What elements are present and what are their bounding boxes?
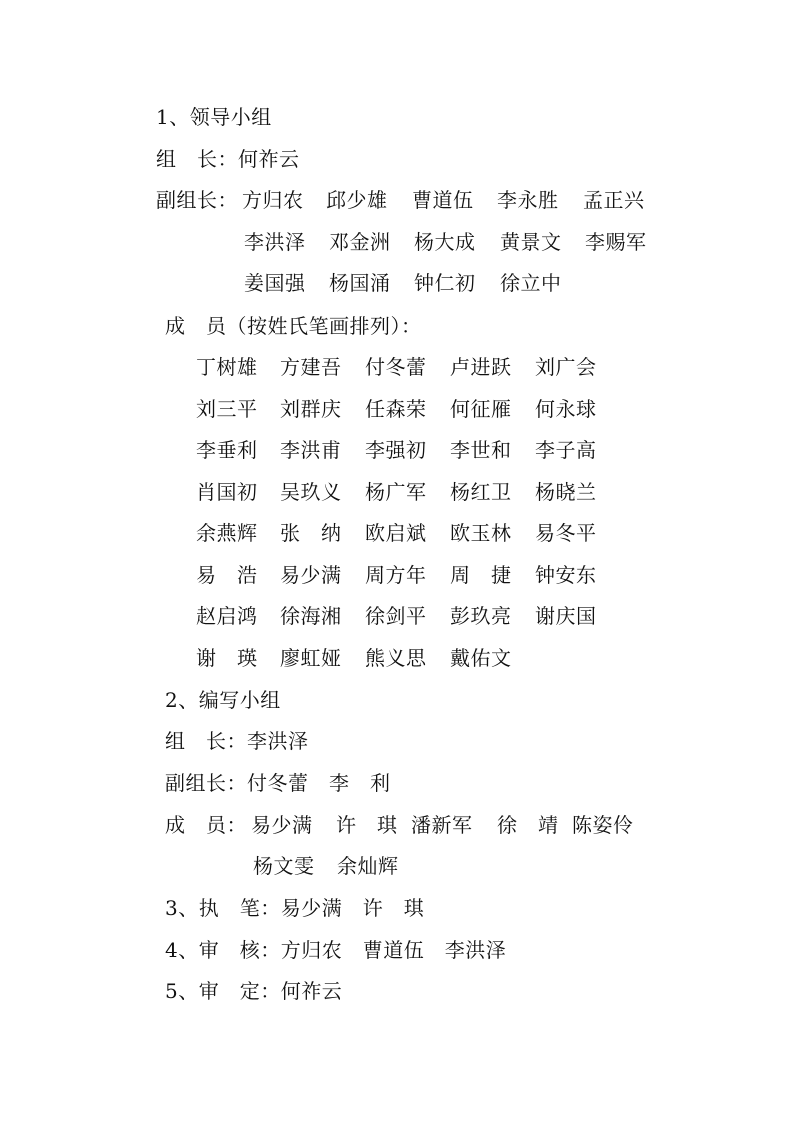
deputy-name: 曹道伍 xyxy=(412,188,474,212)
member-name: 徐海湘 xyxy=(280,604,342,628)
writer-row xyxy=(165,895,424,921)
member-name: 谢庆国 xyxy=(535,604,597,628)
writer-names: 易少满 许 琪 xyxy=(280,896,425,920)
approval-row xyxy=(165,978,342,1004)
writer-label: 3、执 笔： xyxy=(165,896,281,920)
review-label: 4、审 核： xyxy=(165,938,281,962)
deputies-row-3 xyxy=(244,270,584,296)
members-row-5 xyxy=(196,520,616,546)
member-name: 卢进跃 xyxy=(450,355,512,379)
member-name: 吴玖义 xyxy=(280,480,342,504)
deputy-name: 方归农 xyxy=(242,188,304,212)
member-name: 赵启鸿 xyxy=(196,604,258,628)
members-row-4 xyxy=(196,479,616,505)
member-name: 余燕辉 xyxy=(196,521,258,545)
review-row xyxy=(165,937,506,963)
deputy-name: 杨国涌 xyxy=(329,271,391,295)
member-name: 李垂利 xyxy=(196,438,258,462)
writing-leader-row xyxy=(165,728,309,754)
member-name: 何永球 xyxy=(535,397,597,421)
member-name: 李强初 xyxy=(365,438,427,462)
deputy-name: 黄景文 xyxy=(500,230,562,254)
member-name: 易冬平 xyxy=(535,521,597,545)
writing-member-name: 徐 靖 xyxy=(497,813,559,837)
member-name: 戴佑文 xyxy=(450,646,512,670)
writing-member-name: 杨文雯 xyxy=(253,854,315,878)
member-name: 付冬蕾 xyxy=(365,355,427,379)
deputy-name: 李赐军 xyxy=(585,230,647,254)
approval-label: 5、审 定： xyxy=(165,979,281,1003)
deputy-name: 邱少雄 xyxy=(326,188,388,212)
member-name: 熊义思 xyxy=(365,646,427,670)
leadership-heading: 1、领导小组 xyxy=(156,105,272,129)
writing-member-name: 陈姿伶 xyxy=(572,813,634,837)
writing-member-name: 易少满 xyxy=(251,813,313,837)
member-name: 刘广会 xyxy=(535,355,597,379)
member-name: 廖虹娅 xyxy=(280,646,342,670)
writing-deputy-label: 副组长： xyxy=(165,771,247,795)
writing-members-label: 成 员： xyxy=(165,813,247,837)
members-row-8 xyxy=(196,645,536,671)
member-name: 周 捷 xyxy=(450,563,512,587)
member-name: 丁树雄 xyxy=(196,355,258,379)
writing-deputy-names: 付冬蕾 李 利 xyxy=(247,771,391,795)
deputy-name: 钟仁初 xyxy=(414,271,476,295)
member-name: 欧启斌 xyxy=(365,521,427,545)
members-row-3 xyxy=(196,437,616,463)
writing-member-name: 许 琪 xyxy=(336,813,398,837)
member-name: 刘三平 xyxy=(196,397,258,421)
review-names: 方归农 曹道伍 李洪泽 xyxy=(280,938,507,962)
writing-members-row-1 xyxy=(251,812,651,838)
member-name: 杨红卫 xyxy=(450,480,512,504)
members-row-7 xyxy=(196,603,616,629)
member-name: 杨广军 xyxy=(365,480,427,504)
leadership-leader-row xyxy=(156,146,300,172)
deputy-name: 徐立中 xyxy=(500,271,562,295)
deputy-name: 孟正兴 xyxy=(583,188,645,212)
member-name: 李世和 xyxy=(450,438,512,462)
writing-heading: 2、编写小组 xyxy=(165,688,281,712)
member-name: 彭玖亮 xyxy=(450,604,512,628)
members-row-6 xyxy=(196,562,616,588)
deputies-row-2 xyxy=(244,229,664,255)
deputy-name: 姜国强 xyxy=(244,271,306,295)
writing-leader-label: 组 长： xyxy=(165,729,247,753)
member-name: 欧玉林 xyxy=(450,521,512,545)
member-name: 易少满 xyxy=(280,563,342,587)
member-name: 肖国初 xyxy=(196,480,258,504)
deputy-name: 李洪泽 xyxy=(244,230,306,254)
member-name: 李子高 xyxy=(535,438,597,462)
leadership-deputy-label: 副组长： xyxy=(156,188,238,212)
writing-member-name: 余灿辉 xyxy=(337,854,399,878)
writing-deputy-row xyxy=(165,770,391,796)
member-name: 杨晓兰 xyxy=(535,480,597,504)
deputy-name: 李永胜 xyxy=(497,188,559,212)
member-name: 李洪甫 xyxy=(280,438,342,462)
leader-name: 何祚云 xyxy=(238,147,300,171)
deputy-name: 邓金洲 xyxy=(329,230,391,254)
member-name: 何征雁 xyxy=(450,397,512,421)
approval-names: 何祚云 xyxy=(280,979,343,1003)
writing-member-name: 潘新军 xyxy=(411,813,473,837)
member-name: 张 纳 xyxy=(280,521,342,545)
deputy-name: 杨大成 xyxy=(414,230,476,254)
leader-label: 组 长： xyxy=(156,147,238,171)
member-name: 刘群庆 xyxy=(280,397,342,421)
member-name: 任森荣 xyxy=(365,397,427,421)
member-name: 钟安东 xyxy=(535,563,597,587)
member-name: 周方年 xyxy=(365,563,427,587)
writing-leader-name: 李洪泽 xyxy=(247,729,309,753)
member-name: 徐剑平 xyxy=(365,604,427,628)
member-name: 方建吾 xyxy=(280,355,342,379)
members-label: 成 员（按姓氏笔画排列）： xyxy=(165,314,422,338)
members-row-1 xyxy=(196,354,616,380)
deputies-row-1 xyxy=(242,187,662,213)
writing-members-row-2 xyxy=(253,853,453,879)
member-name: 易 浩 xyxy=(196,563,258,587)
member-name: 谢 瑛 xyxy=(196,646,258,670)
members-row-2 xyxy=(196,396,616,422)
